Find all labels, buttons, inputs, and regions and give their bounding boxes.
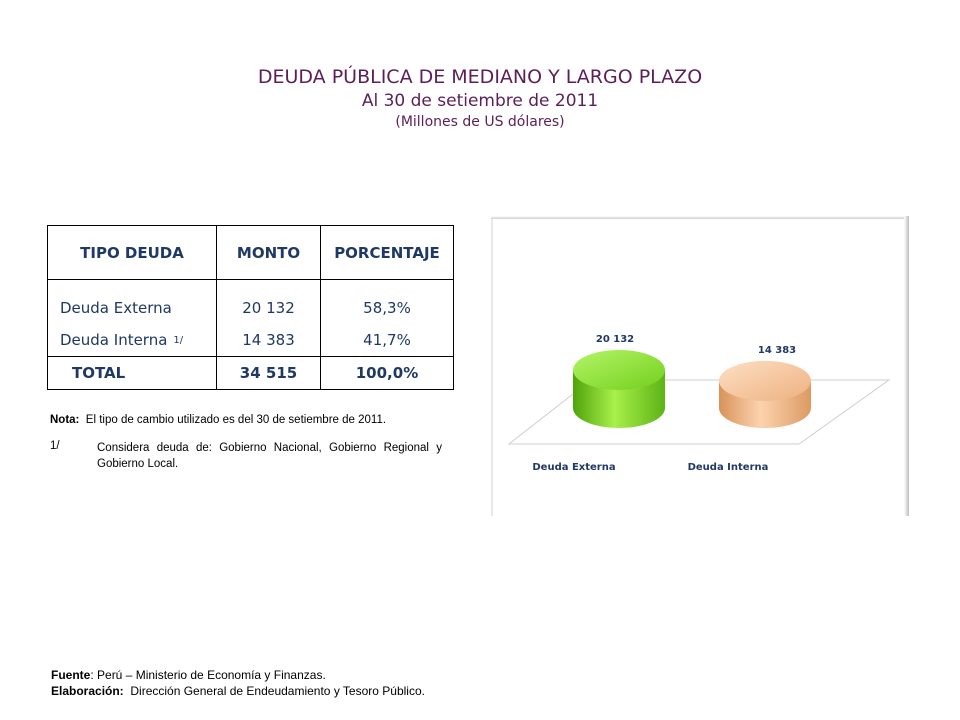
source-label: Fuente: [51, 668, 91, 682]
chart-floor: [509, 380, 889, 444]
row-percent: 58,3%: [321, 292, 454, 324]
bar-1-data-label: 20 132: [595, 334, 635, 345]
row-amount: 14 383: [217, 324, 321, 357]
row-percent: 41,7%: [321, 324, 454, 357]
debt-chart: [491, 216, 909, 516]
table-total-row: [48, 357, 454, 390]
header-porcentaje: PORCENTAJE: [321, 226, 454, 280]
chart-svg: [491, 216, 909, 516]
notes-block: [50, 414, 442, 472]
units-label: (Millones de US dólares): [395, 114, 565, 130]
row-label: [48, 324, 217, 357]
header-monto: MONTO: [217, 226, 321, 280]
footnote-text: Considera deuda de: Gobierno Nacional, Gobierno Regional y Gobierno Local.: [97, 442, 442, 470]
row-label-text: Deuda Externa: [60, 299, 172, 317]
table-header-row: [48, 226, 454, 280]
page-title: DEUDA PÚBLICA DE MEDIANO Y LARGO PLAZO: [257, 66, 703, 88]
table-row: [48, 292, 454, 324]
row-label-text: Deuda Interna: [60, 331, 168, 349]
bar-1-top: [573, 350, 665, 390]
table-spacer: [48, 280, 454, 293]
total-percent: 100,0%: [321, 357, 454, 390]
note-label: Nota:: [50, 414, 80, 426]
table-row: [48, 324, 454, 357]
row-amount: 20 132: [217, 292, 321, 324]
header-tipo-deuda: TIPO DEUDA: [48, 226, 217, 280]
footnote-mark: 1/: [50, 440, 60, 452]
bar-2-category-label: Deuda Interna: [687, 462, 769, 473]
chart-frame-right: [904, 216, 909, 516]
chart-frame-left: [491, 216, 493, 516]
note-text: El tipo de cambio utilizado es del 30 de setiembre de 2011.: [85, 414, 387, 426]
exchange-rate-note: [50, 414, 442, 426]
title-block: [0, 64, 960, 132]
debt-table: [47, 225, 454, 390]
bar-2-data-label: 14 383: [757, 344, 797, 356]
bar-1-category-label: Deuda Externa: [532, 462, 616, 473]
chart-frame-top: [491, 216, 909, 219]
footnote-1: [50, 440, 442, 472]
row-label: [48, 292, 217, 324]
page-subtitle: Al 30 de setiembre de 2011: [361, 91, 599, 111]
footer: [51, 667, 425, 699]
prepared-text: Dirección General de Endeudamiento y Tesoro Público.: [130, 684, 425, 698]
source-text: : Perú – Ministerio de Economía y Finanzas.: [90, 668, 326, 682]
prepared-line: [51, 683, 425, 699]
total-amount: 34 515: [217, 357, 321, 390]
prepared-label: Elaboración:: [51, 684, 124, 698]
row-footnote: 1/: [173, 335, 184, 346]
total-label: TOTAL: [48, 357, 217, 390]
bar-2-top: [719, 361, 811, 401]
source-line: [51, 667, 425, 683]
